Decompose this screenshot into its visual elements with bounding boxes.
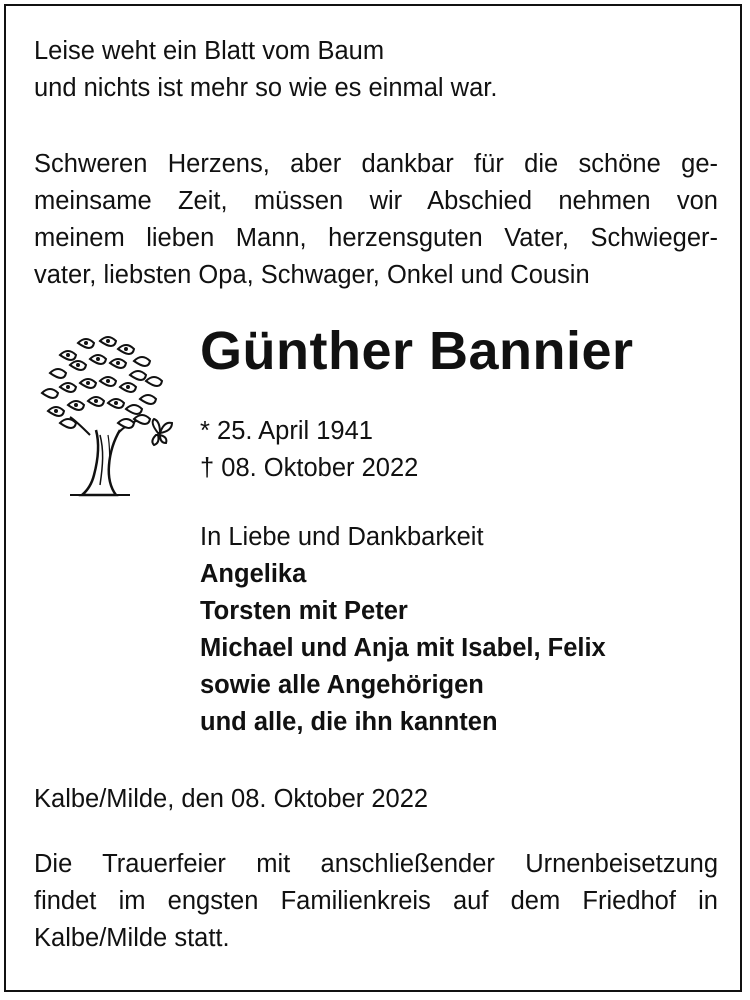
- ceremony-line: findet im engsten Familienkreis auf dem Friedhof in: [34, 887, 718, 915]
- ceremony-line: Die Trauerfeier mit anschließender Urnenbeisetzung: [34, 850, 718, 878]
- deceased-name: Günther Bannier: [200, 321, 634, 381]
- intro-text: [34, 146, 718, 294]
- mourners-heading: In Liebe und Dankbarkeit: [200, 523, 484, 551]
- place-date: Kalbe/Milde, den 08. Oktober 2022: [34, 785, 429, 813]
- birth-date: * 25. April 1941: [200, 417, 373, 445]
- mourner-name: Torsten mit Peter: [200, 597, 408, 625]
- poem-line: Leise weht ein Blatt vom Baum: [34, 37, 385, 65]
- intro-line: meinsame Zeit, müssen wir Abschied nehmen von: [34, 187, 718, 215]
- ceremony-line: Kalbe/Milde statt.: [34, 924, 230, 952]
- mourner-name: Angelika: [200, 560, 307, 588]
- intro-line: Schweren Herzens, aber dankbar für die schöne ge-: [34, 150, 718, 178]
- tree-icon: [30, 335, 180, 500]
- mourners: [200, 519, 606, 741]
- death-date: † 08. Oktober 2022: [200, 454, 419, 482]
- mourner-name: und alle, die ihn kannten: [200, 708, 498, 736]
- intro-line: meinem lieben Mann, herzensguten Vater, Schwieger-: [34, 224, 718, 252]
- butterfly-icon: [152, 419, 172, 445]
- poem: [34, 33, 718, 107]
- mourner-name: sowie alle Angehörigen: [200, 671, 484, 699]
- life-dates: [200, 413, 418, 487]
- mourner-name: Michael und Anja mit Isabel, Felix: [200, 634, 606, 662]
- ceremony-text: [34, 846, 718, 957]
- poem-line: und nichts ist mehr so wie es einmal war.: [34, 74, 498, 102]
- intro-line: vater, liebsten Opa, Schwager, Onkel und Cousin: [34, 261, 590, 289]
